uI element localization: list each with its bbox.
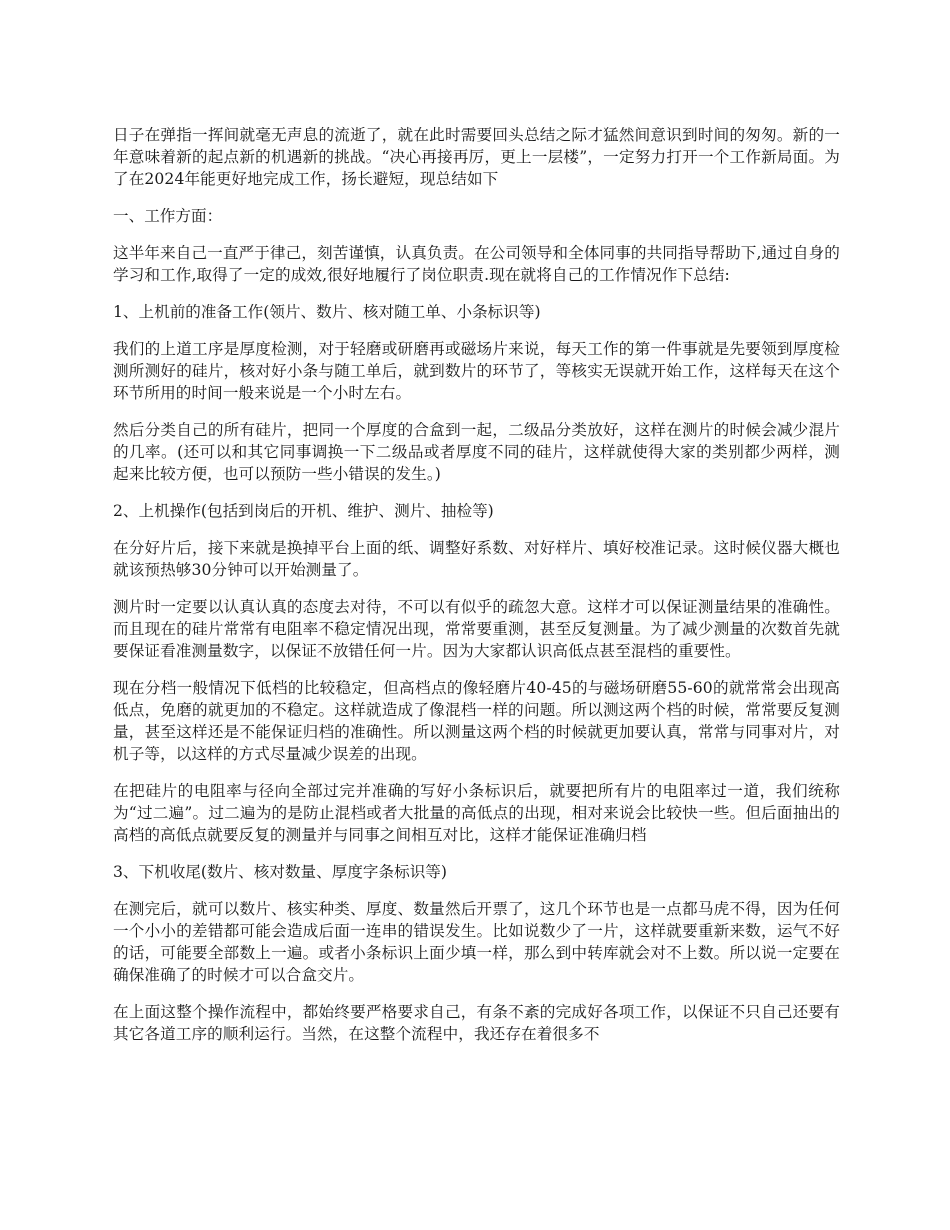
section-heading-work: 一、工作方面：: [113, 207, 223, 225]
preparation-paragraph-2: 然后分类自己的所有硅片，把同一个厚度的合盒到一起，二级品分类放好，这样在测片的时候会减少混片的几率。(还可以和其它同事调换一下二级品或者厚度不同的硅片，这样就使得大家的类别都少两样，测起来比较方便，也可以预防一些小错误的发生。): [113, 421, 840, 483]
subheading-preparation: 1、上机前的准备工作(领片、数片、核对随工单、小条标识等): [113, 303, 541, 321]
subheading-operation: 2、上机操作(包括到岗后的开机、维护、测片、抽检等): [113, 502, 494, 520]
preparation-paragraph-1: 我们的上道工序是厚度检测，对于轻磨或研磨再或磁场片来说，每天工作的第一件事就是先要领到厚度检测所测好的硅片，核对好小条与随工单后，就到数片的环节了，等核实无误就开始工作，这样每天在这个环节所用的时间一般来说是一个小时左右。: [113, 340, 840, 402]
subheading-finishing: 3、下机收尾(数片、核对数量、厚度字条标识等): [113, 863, 447, 881]
document-page: [113, 124, 840, 1060]
intro-paragraph: 日子在弹指一挥间就毫无声息的流逝了，就在此时需要回头总结之际才猛然间意识到时间的匆匆。新的一年意味着新的起点新的机遇新的挑战。“决心再接再厉，更上一层楼”，一定努力打开一个工作新局面。为了在2024年能更好地完成工作，扬长避短，现总结如下: [113, 126, 840, 188]
finishing-paragraph: 在测完后，就可以数片、核实种类、厚度、数量然后开票了，这几个环节也是一点都马虎不得，因为任何一个小小的差错都可能会造成后面一连串的错误发生。比如说数少了一片，这样就要重新来数，运气不好的话，可能要全部数上一遍。或者小条标识上面少填一样，那么到中转库就会对不上数。所以说一定要在确保准确了的时候才可以合盒交片。: [113, 900, 840, 984]
closing-paragraph: 在上面这整个操作流程中，都始终要严格要求自己，有条不紊的完成好各项工作，以保证不只自己还要有其它各道工序的顺利运行。当然，在这整个流程中，我还存在着很多不: [113, 1003, 840, 1043]
operation-paragraph-3: 现在分档一般情况下低档的比较稳定，但高档点的像轻磨片40-45的与磁场研磨55-60的就常常会出现高低点，免磨的就更加的不稳定。这样就造成了像混档一样的问题。所以测这两个档的时候，常常要反复测量，甚至这样还是不能保证归档的准确性。所以测量这两个档的时候就更加要认真，常常与同事对片，对机子等，以这样的方式尽量减少误差的出现。: [113, 679, 840, 763]
operation-paragraph-4: 在把硅片的电阻率与径向全部过完并准确的写好小条标识后，就要把所有片的电阻率过一道，我们统称为“过二遍”。过二遍为的是防止混档或者大批量的高低点的出现，相对来说会比较快一些。但后面抽出的高档的高低点就要反复的测量并与同事之间相互对比，这样才能保证准确归档: [113, 782, 840, 844]
operation-paragraph-1: 在分好片后，接下来就是换掉平台上面的纸、调整好系数、对好样片、填好校准记录。这时候仪器大概也就该预热够30分钟可以开始测量了。: [113, 539, 840, 579]
work-summary-paragraph: 这半年来自己一直严于律己，刻苦谨慎，认真负责。在公司领导和全体同事的共同指导帮助下,通过自身的学习和工作,取得了一定的成效,很好地履行了岗位职责.现在就将自己的工作情况作下总结:: [113, 244, 840, 284]
operation-paragraph-2: 测片时一定要以认真认真的态度去对待，不可以有似乎的疏忽大意。这样才可以保证测量结果的准确性。而且现在的硅片常常有电阻率不稳定情况出现，常常要重测，甚至反复测量。为了减少测量的次数首先就要保证看准测量数字，以保证不放错任何一片。因为大家都认识高低点甚至混档的重要性。: [113, 598, 840, 660]
